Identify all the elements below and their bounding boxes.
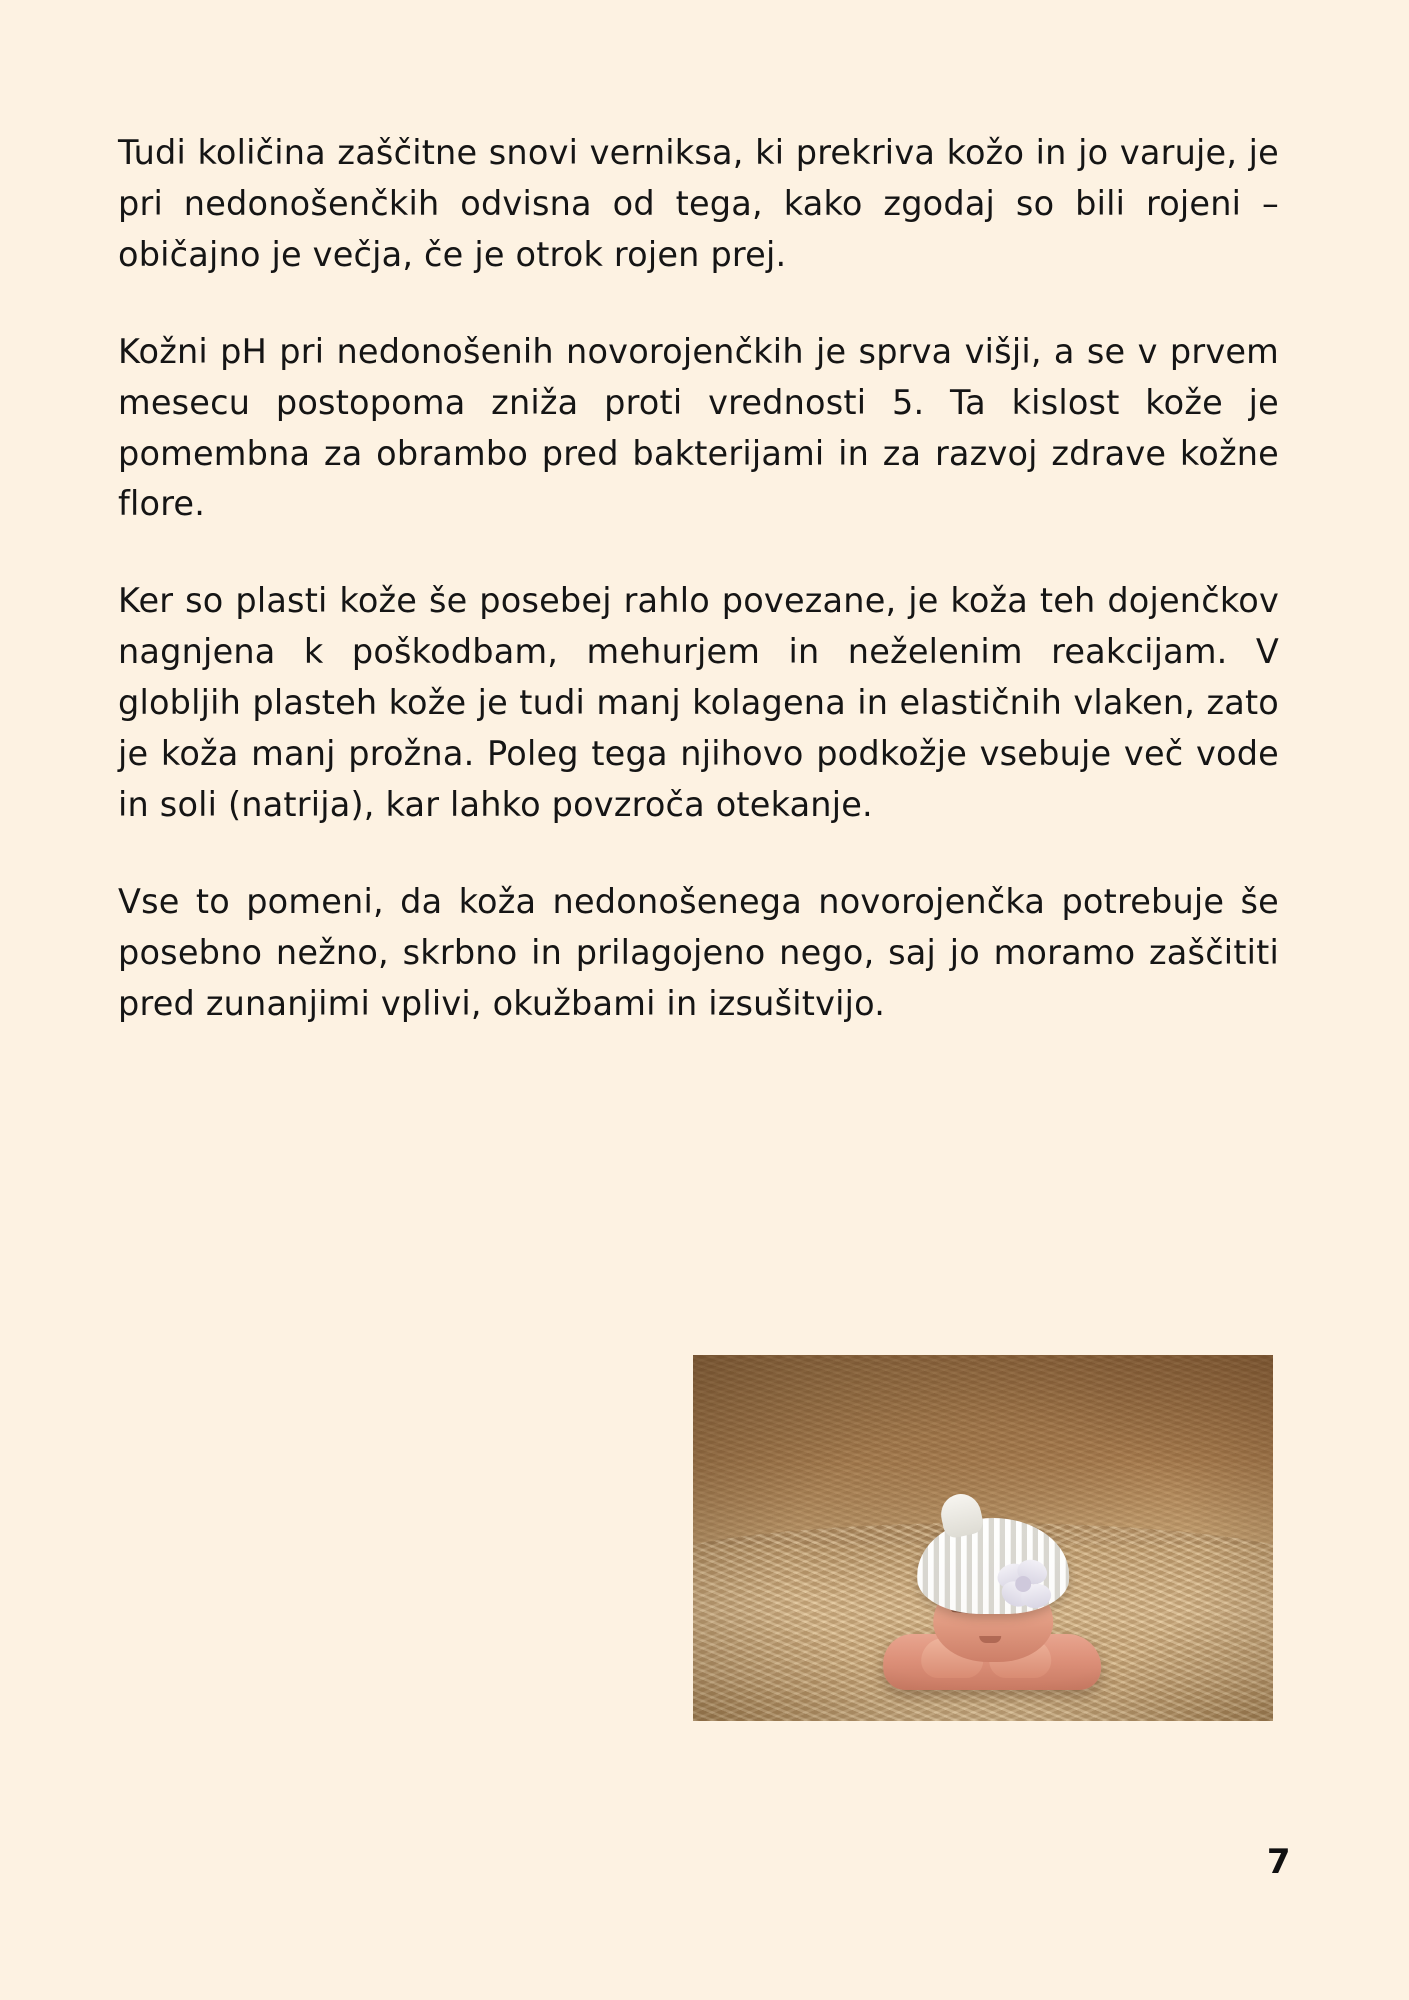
- paragraph-3: Ker so plasti kože še posebej rahlo povezane, je koža teh dojenčkov nagnjena k poškodbam, mehurjem in neželenim reakcijam. V globljih plasteh kože je tudi manj kolagena in elastičnih vlaken, zato je koža manj prožna. Poleg tega njihovo podkožje vsebuje več vode in soli (natrija), kar lahko povzroča otekanje.: [118, 581, 1279, 824]
- newborn-photo-image: [693, 1355, 1273, 1721]
- newborn-photo: [693, 1355, 1273, 1721]
- photo-vignette: [693, 1355, 1273, 1721]
- page-body: [118, 128, 1279, 1030]
- page-number: 7: [1266, 1842, 1291, 1882]
- paragraph-4: Vse to pomeni, da koža nedonošenega novorojenčka potrebuje še posebno nežno, skrbno in prilagojeno nego, saj jo moramo zaščititi pred zunanjimi vplivi, okužbami in izsušitvijo.: [118, 881, 1279, 1023]
- paragraph-1: Tudi količina zaščitne snovi verniksa, ki prekriva kožo in jo varuje, je pri nedonošenčkih odvisna od tega, kako zgodaj so bili rojeni – običajno je večja, če je otrok rojen prej.: [118, 133, 1279, 274]
- paragraph-2: Kožni pH pri nedonošenih novorojenčkih je sprva višji, a se v prvem mesecu postopoma zniža proti vrednosti 5. Ta kislost kože je pomembna za obrambo pred bakterijami in za razvoj zdrave kožne flore.: [118, 331, 1279, 524]
